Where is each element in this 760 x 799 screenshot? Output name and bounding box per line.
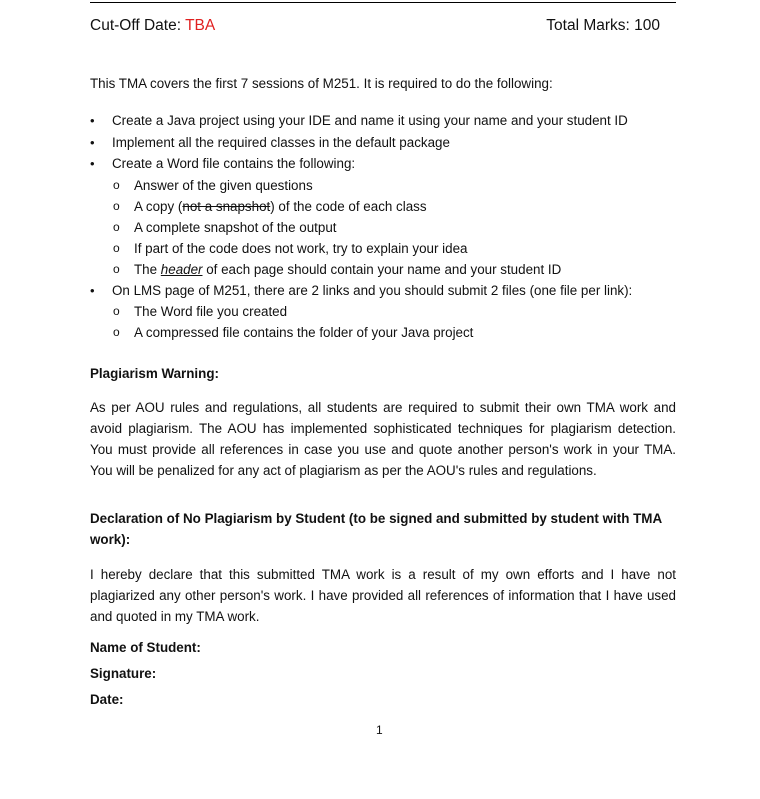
sub-bullet-icon: o [113,261,120,276]
date-label: Date: [90,692,124,707]
list-item [90,280,680,302]
document-header [90,17,660,37]
list-item [90,110,680,132]
sub-list-item [90,217,680,238]
page-number: 1 [376,723,383,737]
sub-list-item [90,196,680,217]
strikethrough-text: not a snapshot [182,198,271,214]
sub-bullet-icon: o [113,304,120,318]
sub-list-item-text: Answer of the given questions [134,177,313,193]
sub-list-item-text: A complete snapshot of the output [134,219,337,235]
emphasized-text: header [160,261,203,277]
sub-bullet-icon: o [113,240,120,255]
sub-list-item [90,238,680,259]
sub-list-item-text-post: ) of the code of each class [270,198,427,214]
list-item-text: Implement all the required classes in the default package [112,134,450,150]
intro-text: This TMA covers the first 7 sessions of M251. It is required to do the following: [90,76,553,91]
bullet-icon: • [90,134,95,150]
sub-list-item [90,301,680,322]
list-item-text: Create a Word file contains the following: [112,156,356,171]
name-of-student-label: Name of Student: [90,640,201,655]
bullet-icon: • [90,113,95,128]
plagiarism-heading: Plagiarism Warning: [90,366,219,381]
total-marks: Total Marks: 100 [546,17,660,34]
sub-list-item [90,175,680,196]
sub-list-item-text-pre: A copy ( [134,198,183,214]
cutoff-label: Cut-Off Date: [90,17,182,34]
requirements-list [90,110,680,343]
sub-bullet-icon: o [113,177,120,192]
sub-list-item [90,322,680,343]
signature-label: Signature: [90,666,157,681]
sub-list-item-text: If part of the code does not work, try to explain your idea [134,240,468,256]
sub-bullet-icon: o [113,198,120,213]
top-rule [90,2,676,3]
sub-list-item-text: A compressed file contains the folder of your Java project [134,325,474,340]
sub-bullet-icon: o [113,219,120,234]
declaration-heading: Declaration of No Plagiarism by Student (to be signed and submitted by student with TMA work): [90,511,662,547]
plagiarism-body: As per AOU rules and regulations, all students are required to submit their own TMA work and avoid plagiarism. The AOU has implemented sophisticated techniques for plagiarism detection. You must provide all references in case you use and quote another person's work in your TMA. You will be penalized for any act of plagiarism as per the AOU's rules and regulations. [90,400,676,478]
list-item-text: On LMS page of M251, there are 2 links and you should submit 2 files (one file per link): [112,282,633,298]
list-item [90,132,680,154]
cutoff-value: TBA [185,17,216,34]
bullet-icon: • [90,156,95,171]
sub-list-item-text-post: of each page should contain your name and your student ID [202,261,562,277]
list-item-text: Create a Java project using your IDE and name it using your name and your student ID [112,113,628,128]
sub-list-item [90,259,680,280]
sub-bullet-icon: o [113,325,120,339]
cutoff-date [90,17,215,35]
bullet-icon: • [90,282,95,298]
sub-list-item-text-pre: The [134,261,161,277]
list-item [90,153,680,175]
sub-list-item-text: The Word file you created [134,304,288,319]
declaration-body: I hereby declare that this submitted TMA work is a result of my own efforts and I have not plagiarized any other person's work. I have provided all references of information that I have used and quoted in my TMA work. [90,567,676,624]
